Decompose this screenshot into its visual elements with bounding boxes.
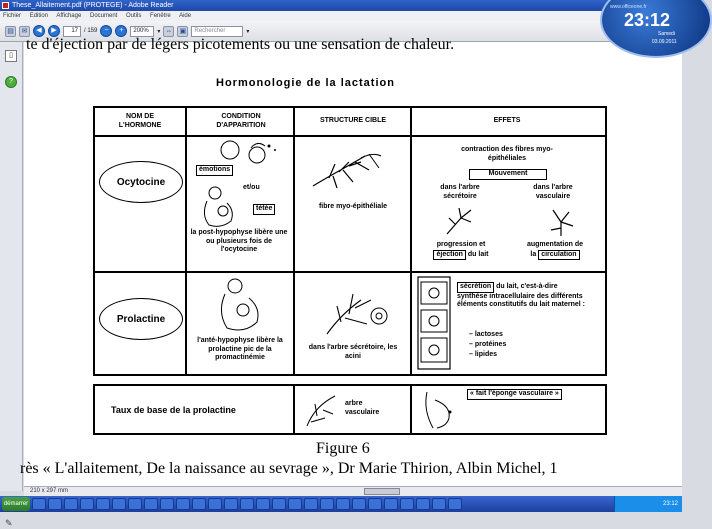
taskbar-item-7[interactable] [128,498,142,510]
proteines-item: – protéines [469,341,507,348]
system-tray [614,496,682,512]
page-number-input[interactable]: 17 [63,26,81,37]
mouvement-label [467,169,549,180]
zoom-out-button[interactable]: − [100,25,112,37]
tetee-box: tétée [253,204,275,215]
ocytocine-condition-text: la post-hypophyse libère une ou plusieurs fois de l'ocytocine [190,229,288,253]
secretory-effect-post: du lait [467,250,489,258]
contraction-text: contraction des fibres myo-épithéliales [461,146,553,162]
taskbar-item-21[interactable] [352,498,366,510]
vascular-effect [515,241,595,260]
ocytocine-oval: Ocytocine [99,161,183,203]
myoepithelial-fibre-illustration [309,146,389,196]
menu-aide[interactable]: Aide [179,13,192,19]
clock-day: Samedi [658,31,675,37]
previous-page-button[interactable]: ◀ [33,25,45,37]
prolactine-effects-rest: synthèse intracellulaire des différents éléments constitutifs du lait maternel : [457,292,585,308]
breastfeeding-mother-illustration [199,185,239,229]
acrobat-icon [2,2,9,9]
taskbar-item-18[interactable] [304,498,318,510]
menu-bar [0,11,682,21]
search-input[interactable]: Rechercher [191,26,243,37]
windows-taskbar [0,496,682,512]
secretory-tree-label: dans l'arbre sécrétoire [440,184,480,200]
taskbar-item-12[interactable] [208,498,222,510]
next-page-button[interactable]: ▶ [48,25,60,37]
taskbar-item-5[interactable] [96,498,110,510]
horizontal-scrollbar[interactable] [364,488,400,495]
ocytocine-target: fibre myo-épithéliale [318,203,388,210]
taskbar-item-6[interactable] [112,498,126,510]
prolactine-target: dans l'arbre sécrétoire, les acini [308,344,398,360]
lactoses-item: – lactoses [469,331,503,338]
taskbar-item-26[interactable] [432,498,446,510]
secretory-tree-illustration [445,206,475,236]
ejection-box: éjection [433,250,465,261]
taskbar-item-4[interactable] [80,498,94,510]
emotions-box: émotions [196,165,233,176]
vascular-effect-pre: augmentation de [526,241,583,248]
document-top-text: te d'éjection par de légers picotements ou une sensation de chaleur. [26,36,455,53]
taskbar-item-2[interactable] [48,498,62,510]
vascular-effect-la: la [530,250,537,258]
tray-clock[interactable]: 23:12 [662,501,678,507]
menu-fichier[interactable]: Fichier [3,13,22,19]
hormone-table [93,106,607,376]
help-icon[interactable]: ? [5,76,17,88]
taskbar-item-25[interactable] [416,498,430,510]
window-title: These_Allaitement.pdf (PROTEGE) - Adobe Reader [12,2,174,9]
secretory-effect-pre: progression et [436,241,486,248]
header-hormone-name: NOM DE L'HORMONE [118,113,162,129]
zoom-field[interactable]: 200% [130,26,154,37]
status-bar [24,486,682,496]
taskbar-item-16[interactable] [272,498,286,510]
mail-icon[interactable]: ✉ [19,26,30,37]
taskbar-item-10[interactable] [176,498,190,510]
eponge-box: « fait l'éponge vasculaire » [467,389,562,400]
header-target: STRUCTURE CIBLE [319,117,387,124]
zoom-dropdown-icon[interactable]: ▾ [157,28,161,35]
secretion-box: sécrétion [457,282,494,293]
prolactine-effects-line1: du lait, c'est-à-dire [496,283,558,290]
taskbar-item-20[interactable] [336,498,350,510]
base-prolactin-label: Taux de base de la prolactine [111,405,236,415]
menu-fenetre[interactable]: Fenêtre [150,13,171,19]
fit-width-icon[interactable]: ⇔ [165,27,173,35]
taskbar-item-3[interactable] [64,498,78,510]
start-button[interactable]: démarrer [2,497,30,511]
breast-profile-illustration [423,390,457,430]
mouvement-box: Mouvement [469,169,547,180]
taskbar-item-17[interactable] [288,498,302,510]
base-effect [467,389,562,400]
zoom-in-button[interactable]: + [115,25,127,37]
secretory-tree-acini-illustration [321,286,391,338]
menu-outils[interactable]: Outils [126,13,142,19]
document-view[interactable] [20,36,682,491]
lipides-item: – lipides [469,351,498,358]
taskbar-item-14[interactable] [240,498,254,510]
prolactine-oval: Prolactine [99,298,183,340]
menu-edition[interactable]: Edition [29,13,49,19]
cell-synthesis-illustration [417,276,451,370]
header-effects: EFFETS [493,117,521,124]
emotions-label [196,165,233,176]
vascular-tree-illustration [547,206,577,236]
nursing-mother-illustration [213,276,263,334]
clock-time: 23:12 [624,10,671,30]
prolactine-effects [457,282,605,310]
taskbar-item-15[interactable] [256,498,270,510]
menu-affichage[interactable]: Affichage [56,13,82,19]
header-condition: CONDITION D'APPARITION [216,113,266,129]
taskbar-item-13[interactable] [224,498,238,510]
page-size-label: 210 x 297 mm [30,488,69,494]
menu-document[interactable]: Document [89,13,118,19]
window-titlebar [0,0,682,11]
print-icon[interactable]: ▤ [5,26,16,37]
prolactine-condition-text: l'anté-hypophyse libère la prolactine pic de la promactinémie [197,337,283,361]
clock-date: 03.09.2011 [652,39,677,45]
tetee-label [253,204,275,215]
base-target: arbre vasculaire [345,400,380,416]
circulation-box: circulation [538,250,579,261]
etou-label: et/ou [243,184,260,191]
pages-icon[interactable]: ▯ [5,50,17,62]
vascular-network-illustration [303,392,339,430]
vascular-tree-label: dans l'arbre vasculaire [533,184,573,200]
figure-caption: Figure 6 [316,440,370,457]
taskbar-item-23[interactable] [384,498,398,510]
attachment-clip-icon[interactable]: ✎ [5,518,13,528]
taskbar-item-9[interactable] [160,498,174,510]
fit-page-icon[interactable]: ▣ [177,26,188,37]
taskbar-item-11[interactable] [192,498,206,510]
taskbar-item-19[interactable] [320,498,334,510]
page-total: / 159 [84,28,98,34]
search-dropdown-icon[interactable]: ▾ [246,28,250,35]
taskbar-item-8[interactable] [144,498,158,510]
taskbar-item-27[interactable] [448,498,462,510]
base-prolactin-table [93,384,607,435]
taskbar-item-24[interactable] [400,498,414,510]
source-citation: rès « L'allaitement, De la naissance au sevrage », Dr Marie Thirion, Albin Michel, 1 [20,460,558,477]
secretory-effect [421,241,501,260]
taskbar-item-1[interactable] [32,498,46,510]
clock-site: www.officeone.fr [610,4,647,10]
taskbar-item-22[interactable] [368,498,382,510]
figure-title: Hormonologie de la lactation [216,77,395,89]
